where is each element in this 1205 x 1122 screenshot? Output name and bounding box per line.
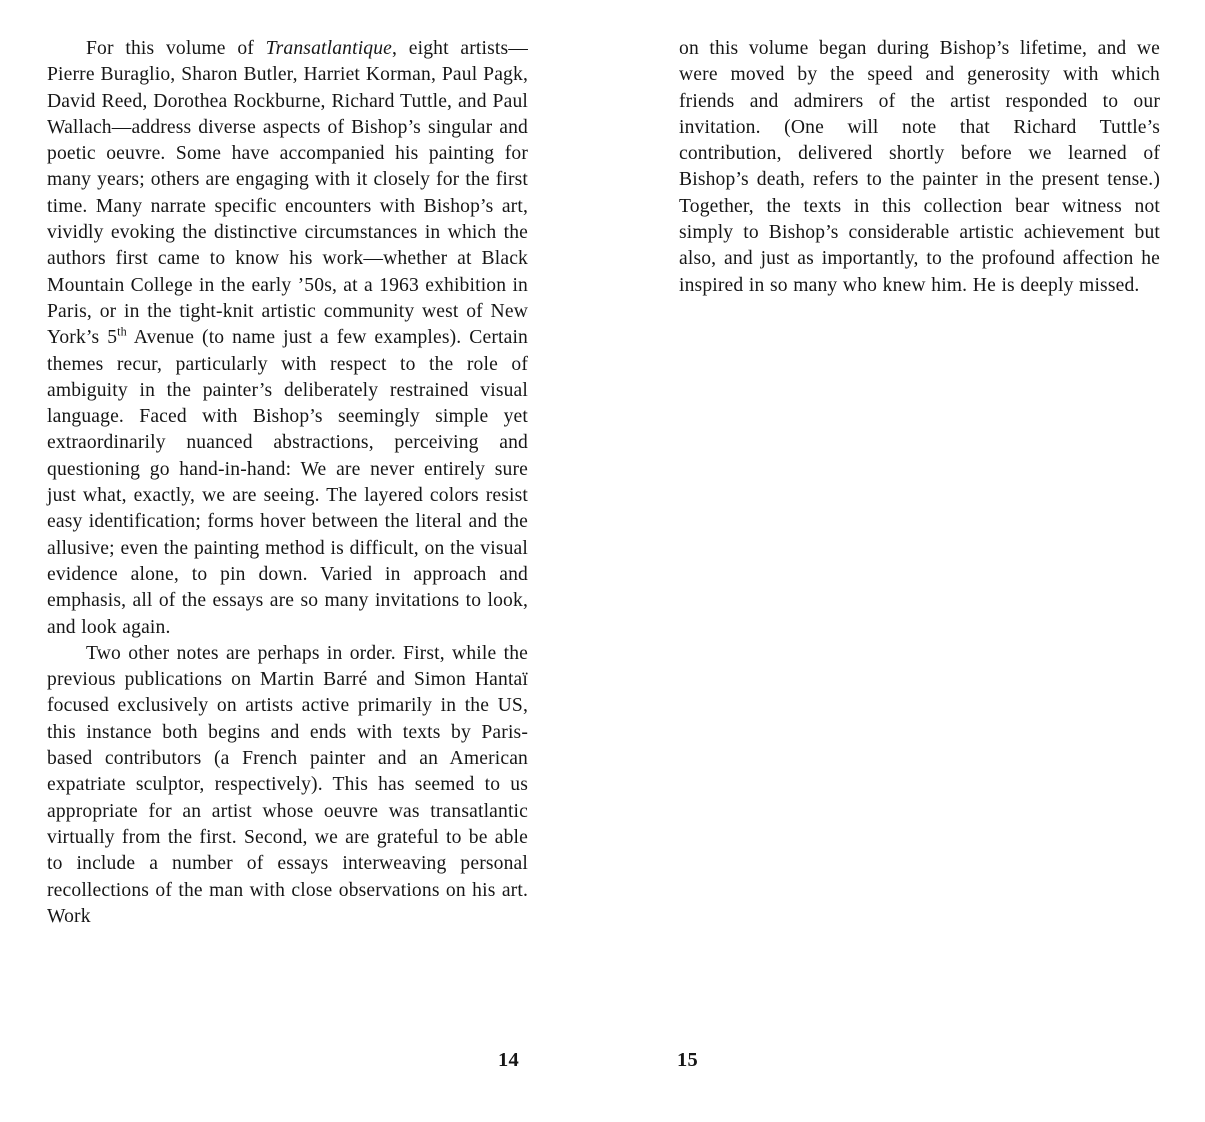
ordinal-superscript: th [117, 324, 127, 339]
paragraph-continuation: on this volume began during Bishop’s lifetime, and we were moved by the speed and generosity with which friends and admirers of the artist responded to our invitation. (One will note that Richard Tuttle’s contribution, delivered shortly before we learned of Bishop’s death, refers to the painter in the present tense.) Together, the texts in this collection bear witness not simply to Bishop’s considerable artistic achievement but also, and just as importantly, to the profound affection he inspired in so many who knew him. He is deeply missed. [679, 38, 1160, 296]
page-14-column [47, 36, 528, 930]
book-title-transatlantique: Transatlantique [265, 38, 393, 59]
page-number-14: 14 [498, 1049, 519, 1071]
paragraph-intro-tail: Avenue (to name just a few examples). Certain themes recur, particularly with respect to the role of ambiguity in the painter’s deliberately restrained visual language. Faced with Bishop’s seemingly simple yet extraordinarily nuanced abstractions, perceiving and questioning go hand-in-hand: We are never entirely sure just what, exactly, we are seeing. The layered colors resist easy identification; forms hover between the literal and the allusive; even the painting method is difficult, on the visual evidence alone, to pin down. Varied in approach and emphasis, all of the essays are so many invitations to look, and look again. [47, 327, 528, 638]
paragraph-intro-lead: For this volume of [86, 38, 266, 59]
paragraph-intro [47, 36, 528, 641]
paragraph-notes: Two other notes are perhaps in order. First, while the previous publications on Martin Barré and Simon Hantaï focused exclusively on artists active primarily in the US, this instance both begins and ends with texts by Paris-based contributors (a French painter and an American expatriate sculptor, respectively). This has seemed to us appropriate for an artist whose oeuvre was transatlantic virtually from the first. Second, we are grateful to be able to include a number of essays interweaving personal recollections of the man with close observations on his art. Work [47, 642, 528, 927]
paragraph-intro-mid: , eight artists—Pierre Buraglio, Sharon Butler, Harriet Korman, Paul Pagk, David Reed, Dorothea Rockburne, Richard Tuttle, and Paul Wallach—address diverse aspects of Bishop’s singular and poetic oeuvre. Some have accompanied his painting for many years; others are engaging with it closely for the first time. Many narrate specific encounters with Bishop’s art, vividly evoking the distinctive circumstances in which the authors first came to know his work—whether at Black Mountain College in the early ’50s, at a 1963 exhibition in Paris, or in the tight-knit artistic community west of New York’s 5 [47, 38, 528, 349]
page-number-15: 15 [677, 1049, 698, 1071]
page-15-column [679, 36, 1160, 299]
